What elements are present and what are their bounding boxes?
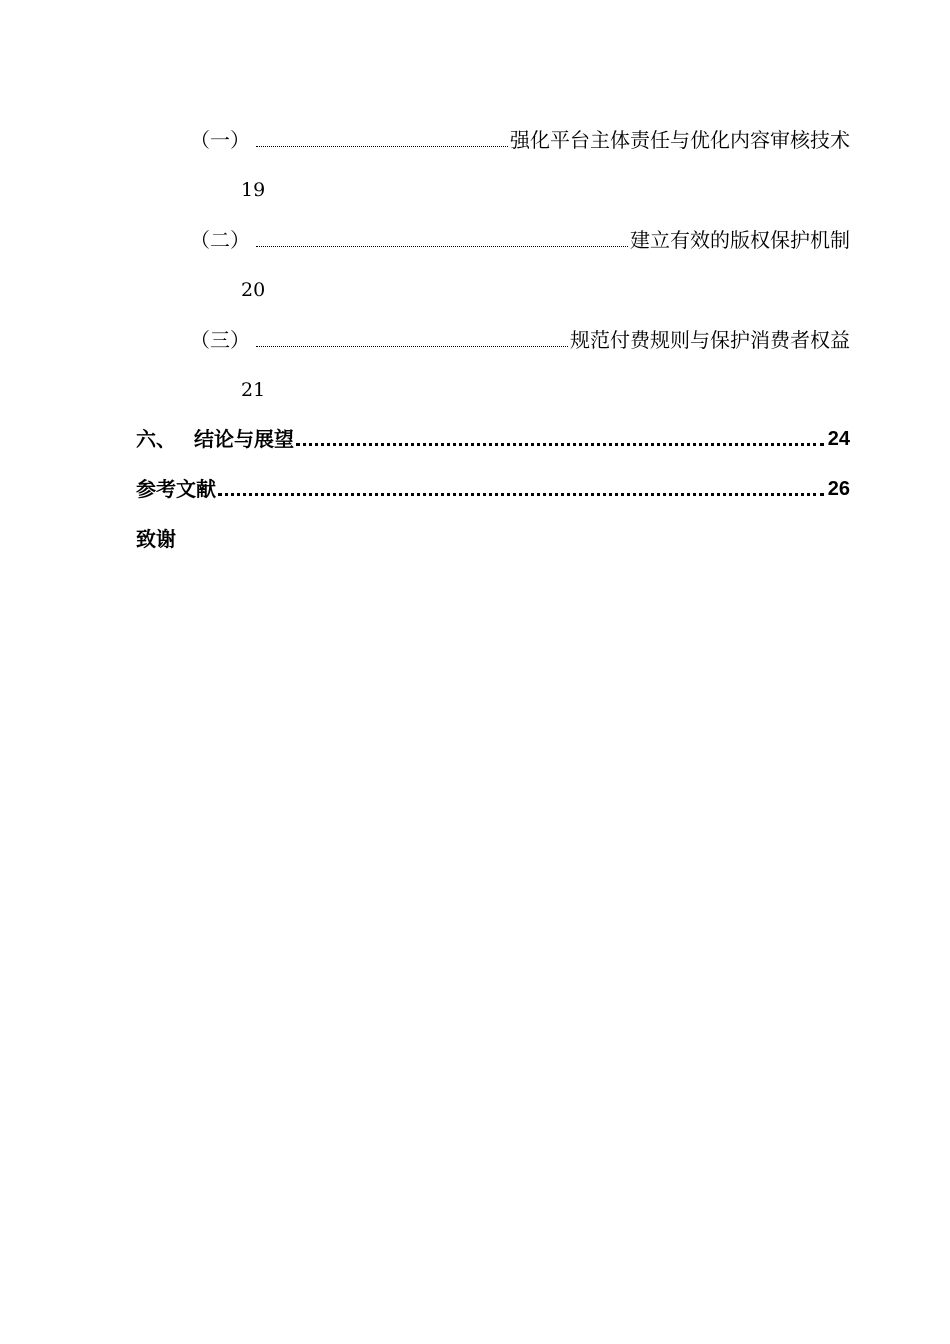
toc-sub-number: （三） [190, 328, 250, 352]
toc-main-entry[interactable] [136, 476, 850, 502]
toc-main-label [136, 426, 294, 452]
toc-main-number: 六、 [136, 427, 176, 451]
toc-sub-title: 强化平台主体责任与优化内容审核技术 [510, 128, 850, 152]
toc-page-number: 24 [827, 428, 850, 450]
toc-sub-entry[interactable] [190, 327, 850, 353]
toc-main-label [136, 476, 216, 502]
toc-dot-leader [256, 346, 568, 347]
toc-dot-leader [218, 493, 824, 496]
toc-dot-leader [256, 146, 508, 147]
toc-main-title: 参考文献 [136, 477, 216, 501]
toc-dot-leader [256, 246, 628, 247]
toc-sub-entry[interactable] [190, 227, 850, 253]
toc-page-number: 19 [241, 179, 266, 201]
toc-main-title: 结论与展望 [194, 427, 294, 451]
toc-page-number: 20 [241, 279, 266, 301]
toc-sub-number: （二） [190, 228, 250, 252]
toc-acknowledgements-entry[interactable]: 致谢 [136, 527, 176, 551]
toc-sub-title: 规范付费规则与保护消费者权益 [570, 328, 850, 352]
toc-page-number: 26 [827, 478, 850, 500]
toc-sub-number: （一） [190, 128, 250, 152]
toc-sub-entry[interactable] [190, 127, 850, 153]
toc-main-entry[interactable] [136, 426, 850, 452]
toc-page-number: 21 [241, 379, 266, 401]
toc-sub-title: 建立有效的版权保护机制 [630, 228, 850, 252]
toc-dot-leader [296, 443, 824, 446]
